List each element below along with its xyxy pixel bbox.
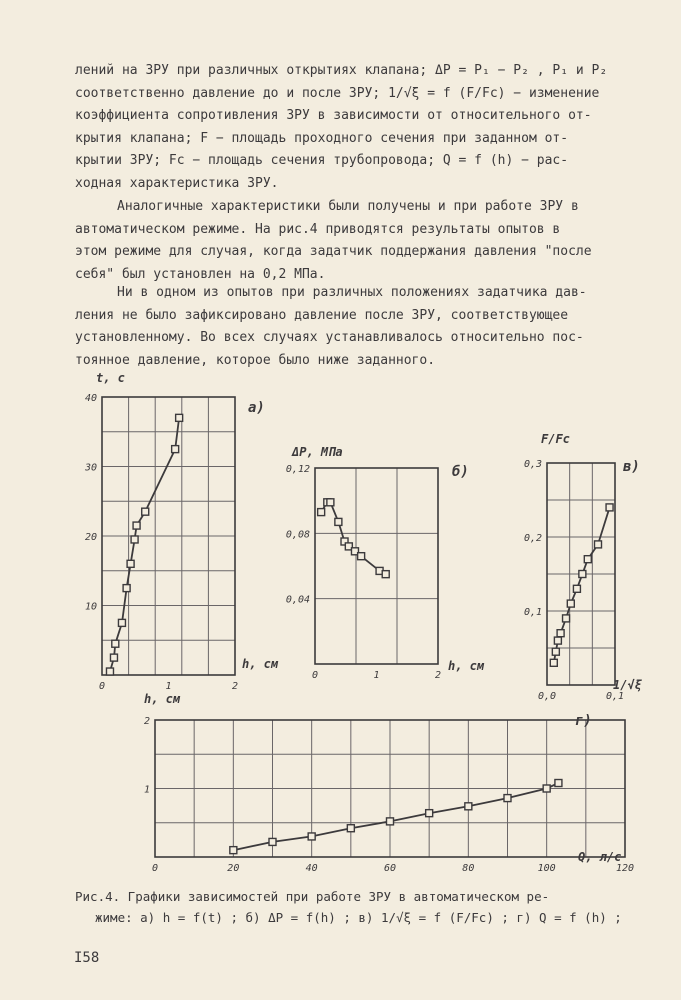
data-line — [321, 502, 386, 574]
figure-caption — [75, 886, 645, 928]
panel-label: a) — [248, 400, 265, 416]
caption-line-1: Рис.4. Графики зависимостей при работе ЗРУ в автоматическом ре- — [75, 889, 550, 904]
x-axis-label: h, см — [448, 659, 485, 673]
x-tick-label: 0 — [151, 863, 159, 874]
data-point — [106, 668, 113, 675]
x-tick-label: 60 — [383, 863, 397, 874]
data-point — [504, 795, 511, 802]
data-point — [557, 630, 564, 637]
x-tick-label: 0 — [311, 670, 319, 681]
p2-line: себя" был установлен на 0,2 МПа. — [75, 266, 326, 282]
x-tick-label: 100 — [537, 863, 556, 874]
data-point — [127, 560, 134, 567]
chart-a — [70, 370, 279, 695]
data-point — [573, 585, 580, 592]
data-point — [595, 541, 602, 548]
y-tick-label: 0,1 — [523, 607, 542, 618]
x-tick-label: 1 — [373, 670, 380, 681]
data-point — [387, 818, 394, 825]
plot-frame — [315, 468, 438, 664]
p3-line: Ни в одном из опытов при различных положениях задатчика дав- — [117, 285, 587, 300]
data-point — [358, 553, 365, 560]
chart-d — [120, 692, 640, 880]
x-tick-label: 0 — [98, 681, 106, 692]
y-axis-label: h, см — [144, 692, 181, 706]
x-tick-label: 1 — [165, 681, 172, 692]
data-point — [606, 504, 613, 511]
data-point — [554, 637, 561, 644]
paragraph-2 — [75, 196, 645, 286]
page-number: I58 — [74, 950, 100, 966]
p2-line: Аналогичные характеристики были получены и при работе ЗРУ в — [117, 199, 579, 214]
y-tick-label: 20 — [84, 532, 97, 543]
panel-label: в) — [623, 459, 640, 475]
data-point — [112, 640, 119, 647]
x-tick-label: 2 — [231, 681, 239, 692]
data-point — [308, 833, 315, 840]
p3-line: тоянное давление, которое было ниже заданного. — [75, 352, 436, 368]
caption-line-2: жиме: а) h = f(t) ; б) ΔP = f(h) ; в) 1/√ξ = f (F/Fc) ; г) Q = f (h) ; — [95, 910, 622, 925]
data-point — [579, 571, 586, 578]
data-point — [327, 499, 334, 506]
x-tick-label: 80 — [462, 863, 475, 874]
y-tick-label: 10 — [84, 601, 97, 613]
data-point — [563, 615, 570, 622]
x-axis-label: Q, л/с — [578, 850, 622, 864]
data-point — [118, 619, 125, 626]
data-point — [133, 522, 140, 529]
data-point — [552, 648, 559, 655]
data-point — [465, 803, 472, 810]
x-tick-label: 20 — [227, 863, 240, 874]
x-tick-label: 120 — [615, 863, 635, 874]
p1-line: ходная характеристика ЗРУ. — [75, 175, 279, 191]
y-tick-label: 0,04 — [285, 594, 310, 606]
data-line — [554, 507, 610, 662]
x-axis-label: 1/√ξ — [613, 678, 642, 692]
y-tick-label: 0,3 — [523, 459, 542, 470]
data-point — [172, 446, 179, 453]
data-point — [426, 810, 433, 817]
x-tick-label: 40 — [305, 863, 318, 874]
data-point — [584, 556, 591, 563]
data-line — [110, 418, 179, 672]
x-tick-label: 2 — [434, 670, 442, 681]
panel-label: б) — [452, 464, 469, 480]
y-axis-label: F/Fc — [541, 432, 570, 446]
p3-line: установленному. Во всех случаях устанавливалось относительно пос- — [75, 330, 584, 346]
x-tick-label: 0,1 — [605, 691, 625, 702]
p3-line: ления не было зафиксировано давление после ЗРУ, соответствующее — [75, 307, 569, 323]
y-tick-label: 0,08 — [285, 529, 310, 541]
chart-b — [280, 440, 485, 681]
p1-line: соответственно давление до и после ЗРУ; 1/√ξ = f (F/Fc) − изменение — [75, 85, 600, 101]
p1-line: коэффициента сопротивления ЗРУ в зависимости от относительного от- — [75, 108, 592, 124]
p2-line: автоматическом режиме. На рис.4 приводятся результаты опытов в — [75, 221, 561, 237]
x-axis-label: h, см — [242, 657, 279, 671]
data-point — [382, 571, 389, 578]
data-point — [269, 838, 276, 845]
data-point — [335, 518, 342, 525]
data-point — [131, 536, 138, 543]
data-point — [550, 659, 557, 666]
data-point — [110, 654, 117, 661]
x-tick-label: 0,0 — [537, 691, 557, 702]
y-tick-label: 1 — [143, 784, 150, 796]
p1-line: крытия клапана; F − площадь проходного сечения при заданном от- — [75, 130, 569, 146]
y-tick-label: 2 — [143, 716, 150, 727]
p1-line: крытии ЗРУ; Fc − площадь сечения трубопровода; Q = f (h) − рас- — [75, 153, 569, 169]
y-tick-label: 0,2 — [523, 533, 542, 544]
data-point — [142, 508, 149, 515]
data-point — [347, 825, 354, 832]
p2-line: этом режиме для случая, когда задатчик поддержания давления "после — [75, 244, 592, 260]
data-point — [230, 847, 237, 854]
y-axis-label: ΔP, МПа — [292, 445, 343, 459]
paragraph-1 — [75, 60, 645, 196]
data-point — [318, 509, 325, 516]
panel-label: г) — [575, 713, 592, 729]
y-tick-label: 40 — [84, 393, 97, 404]
p1-line: лений на ЗРУ при различных открытиях клапана; ΔP = P₁ − P₂ , P₁ и P₂ — [75, 63, 608, 78]
data-point — [567, 600, 574, 607]
data-point — [176, 414, 183, 421]
chart-c — [505, 425, 665, 702]
data-line — [233, 783, 558, 850]
paragraph-3 — [75, 282, 645, 372]
data-point — [555, 780, 562, 787]
data-point — [123, 585, 130, 592]
data-point — [543, 785, 550, 792]
y-tick-label: 30 — [84, 462, 97, 474]
y-axis-label: t, с — [96, 371, 125, 385]
y-tick-label: 0,12 — [285, 464, 310, 475]
